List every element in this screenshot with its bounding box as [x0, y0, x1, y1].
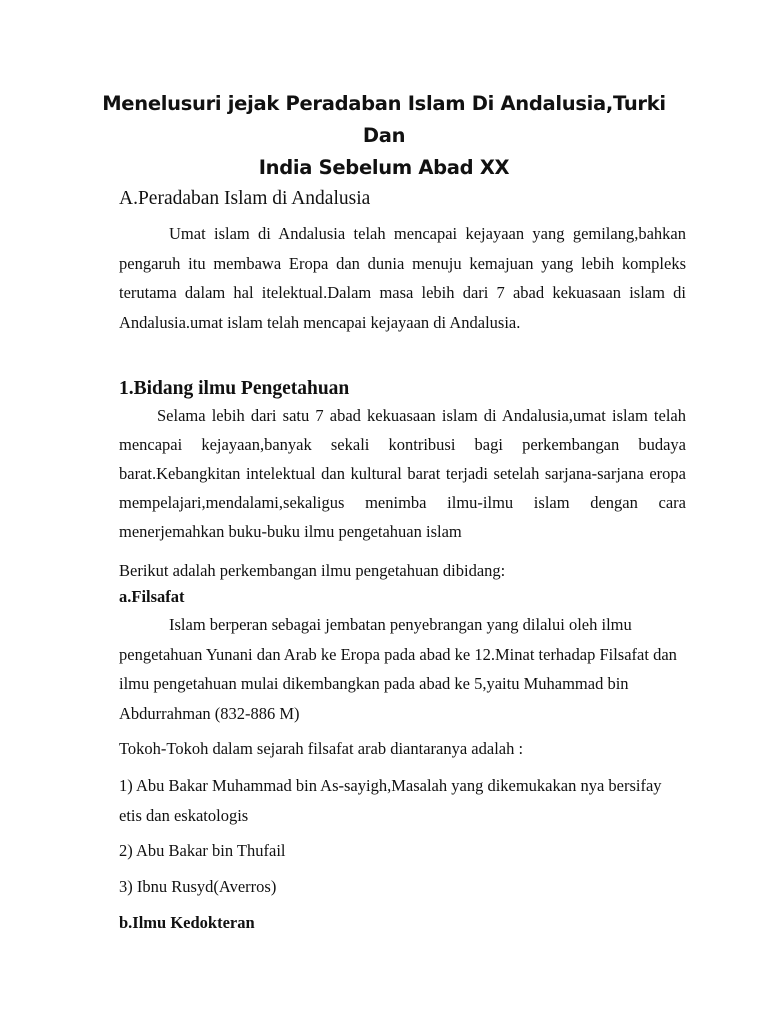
- document-title: [90, 88, 678, 184]
- paragraph-ilmu-pengetahuan: Selama lebih dari satu 7 abad kekuasaan islam di Andalusia,umat islam telah mencapai kejayaan,banyak sekali kontribusi bagi perkembangan budaya barat.Kebangkitan intelektual dan kultural barat terjadi setelah sarjana-sarjana eropa mempelajari,mendalami,sekaligus menimba ilmu-ilmu islam dengan cara menerjemahkan buku-buku ilmu pengetahuan islam: [119, 406, 686, 541]
- title-line-1: Menelusuri jejak Peradaban Islam Di Andalusia,Turki Dan: [102, 92, 666, 147]
- subheading-kedokteran: b.Ilmu Kedokteran: [119, 913, 255, 932]
- intro-perkembangan: Berikut adalah perkembangan ilmu pengetahuan dibidang:: [119, 561, 506, 580]
- tokoh-intro: Tokoh-Tokoh dalam sejarah filsafat arab diantaranya adalah :: [119, 739, 524, 758]
- list-item: 2) Abu Bakar bin Thufail: [119, 841, 286, 860]
- paragraph-andalusia: Umat islam di Andalusia telah mencapai kejayaan yang gemilang,bahkan pengaruh itu membawa Eropa dan dunia menuju kemajuan yang lebih kompleks terutama dalam hal itelektual.Dalam masa lebih dari 7 abad kekuasaan islam di Andalusia.umat islam telah mencapai kejayaan di Andalusia.: [119, 224, 686, 332]
- section-heading-ilmu-pengetahuan: 1.Bidang ilmu Pengetahuan: [119, 378, 350, 399]
- paragraph-filsafat: Islam berperan sebagai jembatan penyebrangan yang dilalui oleh ilmu pengetahuan Yunani dan Arab ke Eropa pada abad ke 12.Minat terhadap Filsafat dan ilmu pengetahuan mulai dikembangkan pada abad ke 5,yaitu Muhammad bin Abdurrahman (832-886 M): [119, 615, 677, 723]
- list-item: 1) Abu Bakar Muhammad bin As-sayigh,Masalah yang dikemukakan nya bersifay etis dan eskatologis: [119, 776, 662, 825]
- list-item: 3) Ibnu Rusyd(Averros): [119, 877, 277, 896]
- subheading-filsafat: a.Filsafat: [119, 587, 185, 606]
- title-line-2: India Sebelum Abad XX: [258, 156, 510, 179]
- section-heading-andalusia: A.Peradaban Islam di Andalusia: [119, 188, 371, 209]
